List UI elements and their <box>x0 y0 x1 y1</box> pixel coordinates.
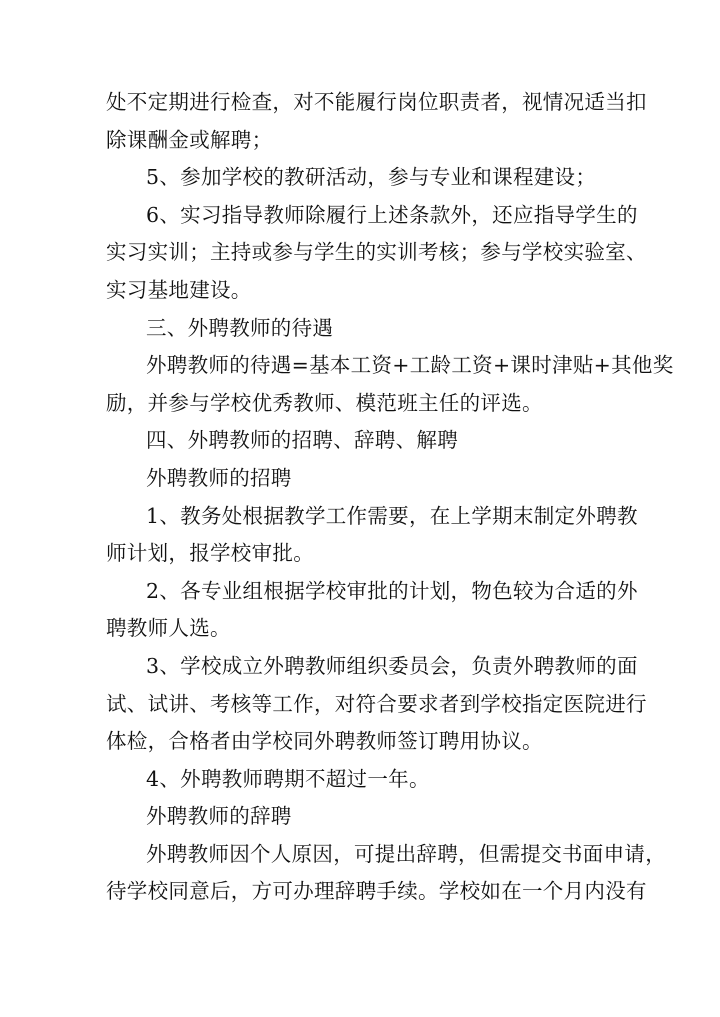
text-line: 5、参加学校的教研活动，参与专业和课程建设； <box>146 165 597 190</box>
text-line: 处不定期进行检查，对不能履行岗位职责者，视情况适当扣 <box>106 90 647 114</box>
section-heading: 三、外聘教师的待遇 <box>146 315 334 340</box>
text-line: 实习基地建设。 <box>106 277 252 302</box>
section-heading: 四、外聘教师的招聘、辞聘、解聘 <box>146 428 458 453</box>
text-line: 师计划，报学校审批。 <box>106 541 314 566</box>
text-line: 待学校同意后，方可办理辞聘手续。学校如在一个月内没有 <box>106 879 647 904</box>
document-body <box>106 84 674 911</box>
text-line: 2、各专业组根据学校审批的计划，物色较为合适的外 <box>146 578 638 603</box>
text-line: 励，并参与学校优秀教师、模范班主任的评选。 <box>106 390 543 415</box>
subsection-heading: 外聘教师的辞聘 <box>146 804 292 829</box>
text-line: 6、实习指导教师除履行上述条款外，还应指导学生的 <box>146 202 638 227</box>
text-line: 试、试讲、考核等工作，对符合要求者到学校指定医院进行 <box>106 691 647 716</box>
text-line: 聘教师人选。 <box>106 616 231 641</box>
text-line: 外聘教师的待遇=基本工资+工龄工资+课时津贴+其他奖 <box>146 353 674 378</box>
subsection-heading: 外聘教师的招聘 <box>146 465 292 490</box>
text-line: 除课酬金或解聘； <box>106 127 273 152</box>
text-line: 外聘教师因个人原因，可提出辞聘，但需提交书面申请， <box>146 841 666 866</box>
text-line: 3、学校成立外聘教师组织委员会，负责外聘教师的面 <box>146 653 638 678</box>
text-line: 体检，合格者由学校同外聘教师签订聘用协议。 <box>106 729 543 754</box>
text-line: 4、外聘教师聘期不超过一年。 <box>146 766 430 791</box>
text-line: 1、教务处根据教学工作需要，在上学期末制定外聘教 <box>146 503 638 528</box>
text-line: 实习实训；主持或参与学生的实训考核；参与学校实验室、 <box>106 240 647 265</box>
